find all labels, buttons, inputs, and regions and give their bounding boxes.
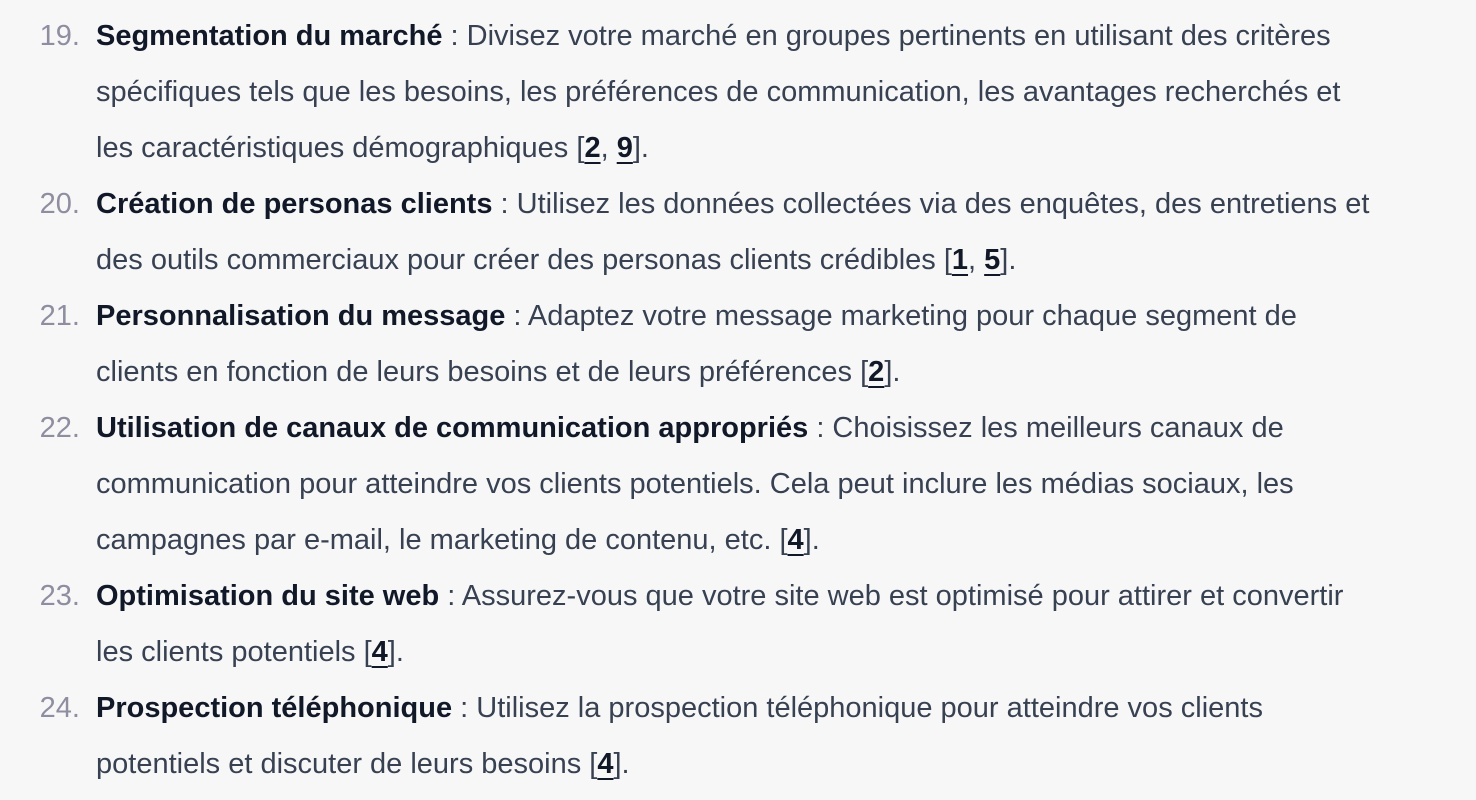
citation-link[interactable]: 4	[597, 748, 614, 780]
item-description: : Divisez votre marché en groupes pertinents en utilisant des critères spécifiques tels que les besoins, les préférences de communication, les avantages recherchés et les caractéristiques démographiques [	[96, 20, 1341, 164]
list-number: 20.	[39, 188, 80, 220]
item-end: ].	[884, 356, 901, 388]
list-item	[0, 400, 1476, 568]
citation-separator: ,	[600, 132, 617, 164]
item-end: ].	[1000, 244, 1017, 276]
item-end: ].	[632, 132, 649, 164]
list-number: 24.	[39, 692, 80, 724]
citation-link[interactable]: 1	[951, 244, 969, 276]
list-number: 21.	[39, 300, 80, 332]
item-term: Création de personas clients	[96, 188, 493, 220]
item-term: Personnalisation du message	[96, 300, 506, 332]
citation-link[interactable]: 4	[371, 636, 388, 668]
citation-link[interactable]: 9	[616, 132, 633, 164]
item-description: : Assurez-vous que votre site web est optimisé pour attirer et convertir les clients potentiels [	[96, 580, 1344, 668]
citation-link[interactable]: 2	[584, 132, 601, 164]
citation-link[interactable]: 4	[787, 524, 804, 556]
list-item	[0, 176, 1476, 288]
item-term: Optimisation du site web	[96, 580, 440, 612]
item-end: ].	[613, 748, 630, 780]
item-description: : Utilisez les données collectées via des enquêtes, des entretiens et des outils commerciaux pour créer des personas clients crédibles [	[96, 188, 1370, 276]
item-description: : Utilisez la prospection téléphonique pour atteindre vos clients potentiels et discuter de leurs besoins [	[96, 692, 1263, 780]
list-number: 23.	[39, 580, 80, 612]
item-term: Utilisation de canaux de communication appropriés	[96, 412, 809, 444]
item-end: ].	[803, 524, 820, 556]
item-term: Segmentation du marché	[96, 20, 443, 52]
citation-link[interactable]: 2	[868, 356, 885, 388]
item-end: ].	[387, 636, 404, 668]
citation-separator: ,	[968, 244, 985, 276]
list-item	[0, 680, 1476, 792]
citation-link[interactable]: 5	[984, 244, 1001, 276]
list-number: 19.	[39, 20, 80, 52]
list-number: 22.	[39, 412, 80, 444]
item-description: : Choisissez les meilleurs canaux de communication pour atteindre vos clients potentiels. Cela peut inclure les médias sociaux, les campagnes par e-mail, le marketing de contenu, etc. [	[96, 412, 1294, 556]
list-item	[0, 568, 1476, 680]
item-description: : Adaptez votre message marketing pour chaque segment de clients en fonction de leurs besoins et de leurs préférences [	[96, 300, 1297, 388]
list-item	[0, 288, 1476, 400]
ordered-list	[0, 8, 1476, 792]
list-item	[0, 8, 1476, 176]
item-term: Prospection téléphonique	[96, 692, 453, 724]
